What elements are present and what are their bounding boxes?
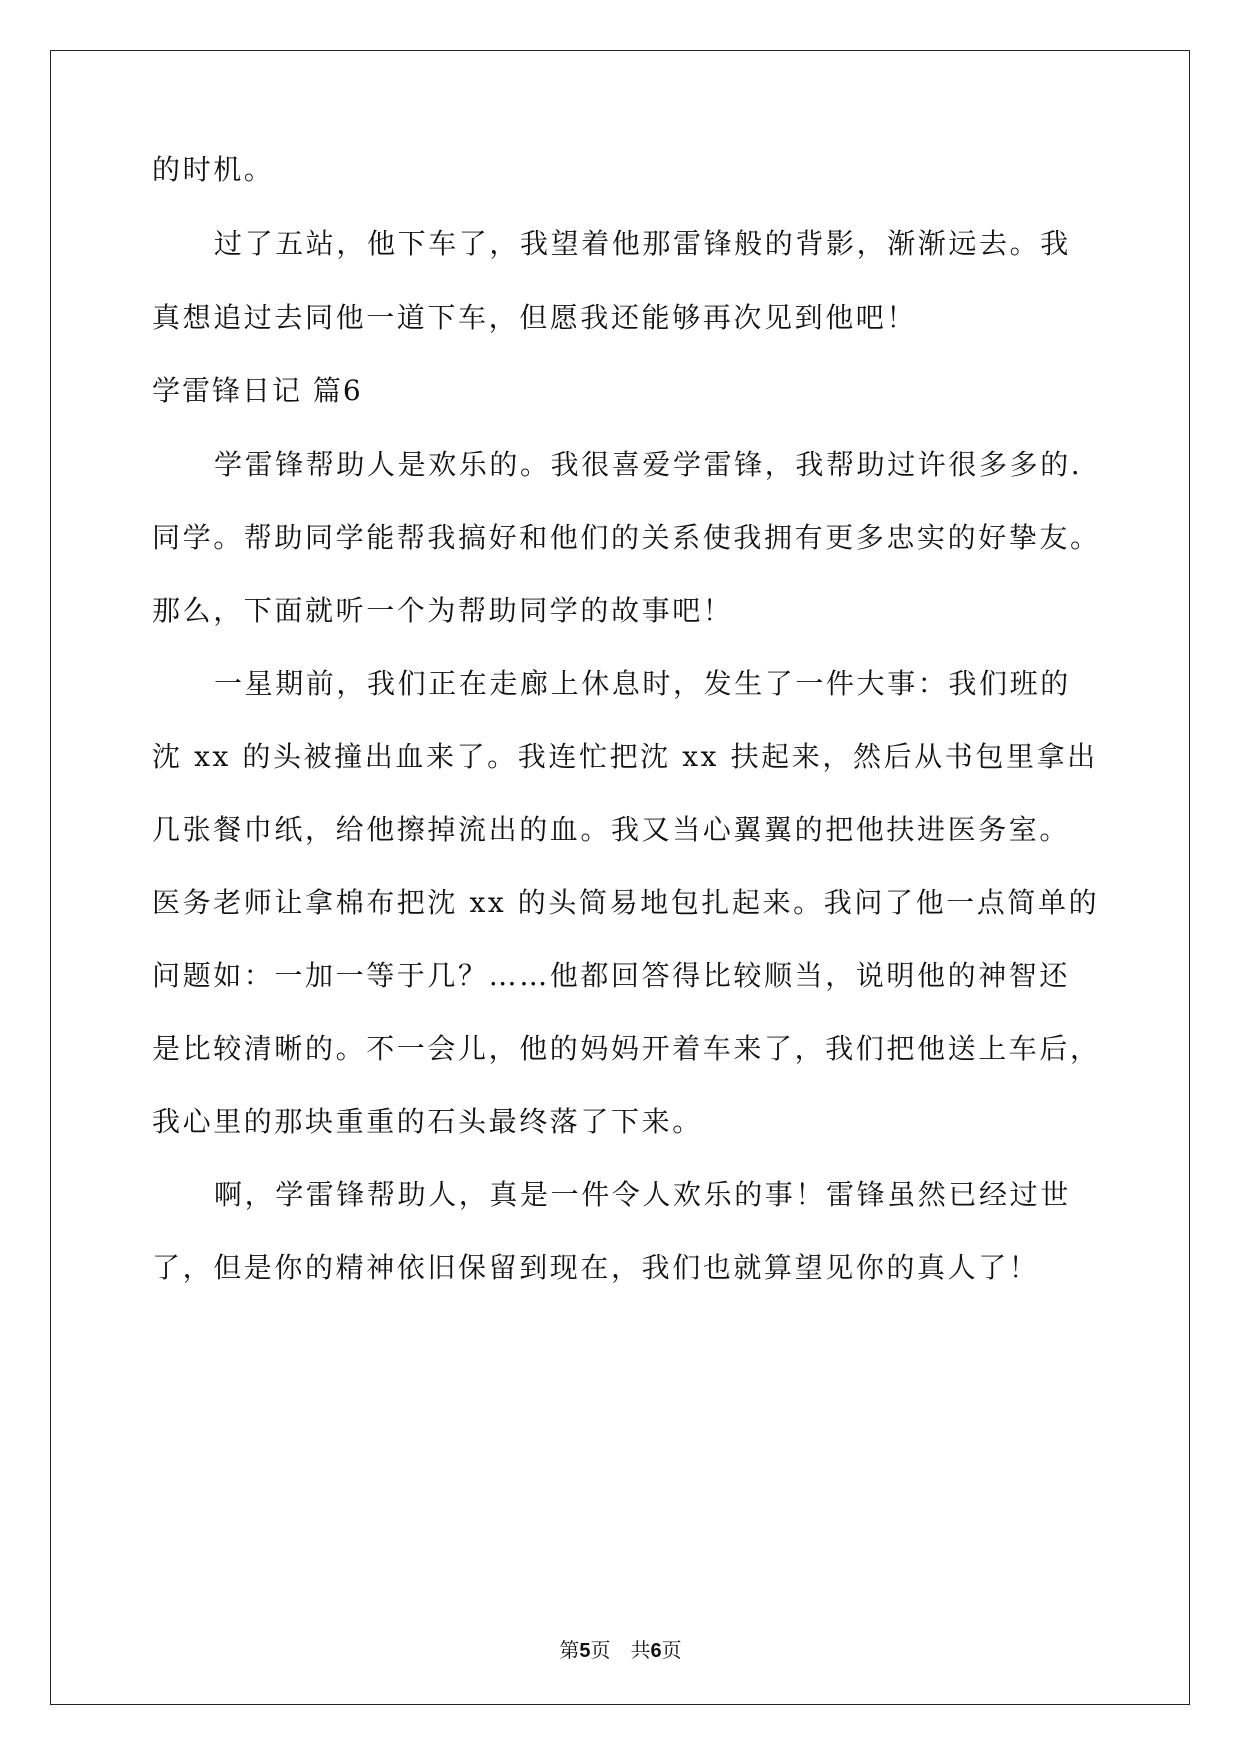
page-footer [0,1634,1241,1663]
text-line: 真想追过去同他一道下车，但愿我还能够再次见到他吧！ [152,301,918,334]
page-current: 5 [579,1640,591,1662]
text-line: 是比较清晰的。不一会儿，他的妈妈开着车来了，我们把他送上车后， [152,1032,1101,1065]
text-line: 几张餐巾纸，给他擦掉流出的血。我又当心翼翼的把他扶进医务室。 [152,813,1071,846]
text-line: 问题如：一加一等于几？……他都回答得比较顺当，说明他的神智还 [152,959,1071,992]
page-total: 6 [650,1640,662,1662]
text-line: 了，但是你的精神依旧保留到现在，我们也就算望见你的真人了！ [152,1251,1040,1284]
page-suffix: 页 [661,1638,682,1662]
text-line: 那么，下面就听一个为帮助同学的故事吧！ [152,594,734,627]
text-line: 医务老师让拿棉布把沈 xx 的头简易地包扎起来。我问了他一点简单的 [152,886,1100,919]
text-line: 我心里的那块重重的石头最终落了下来。 [152,1105,703,1138]
section-heading: 学雷锋日记 篇6 [152,374,363,407]
text-line: 同学。帮助同学能帮我搞好和他们的关系使我拥有更多忠实的好挚友。 [152,521,1101,554]
page-border [50,50,1190,1705]
page-prefix: 第 [559,1638,580,1662]
text-line: 的时机。 [152,153,275,186]
paragraph-start: 一星期前，我们正在走廊上休息时，发生了一件大事：我们班的 [214,667,1071,700]
page-mid: 页 共 [590,1638,651,1662]
text-line: 沈 xx 的头被撞出血来了。我连忙把沈 xx 扶起来，然后从书包里拿出 [152,740,1098,773]
paragraph-start: 学雷锋帮助人是欢乐的。我很喜爱学雷锋，我帮助过许很多多的. [214,448,1083,481]
paragraph-start: 过了五站，他下车了，我望着他那雷锋般的背影，渐渐远去。我 [214,227,1071,260]
paragraph-start: 啊，学雷锋帮助人，真是一件令人欢乐的事！雷锋虽然已经过世 [214,1178,1071,1211]
